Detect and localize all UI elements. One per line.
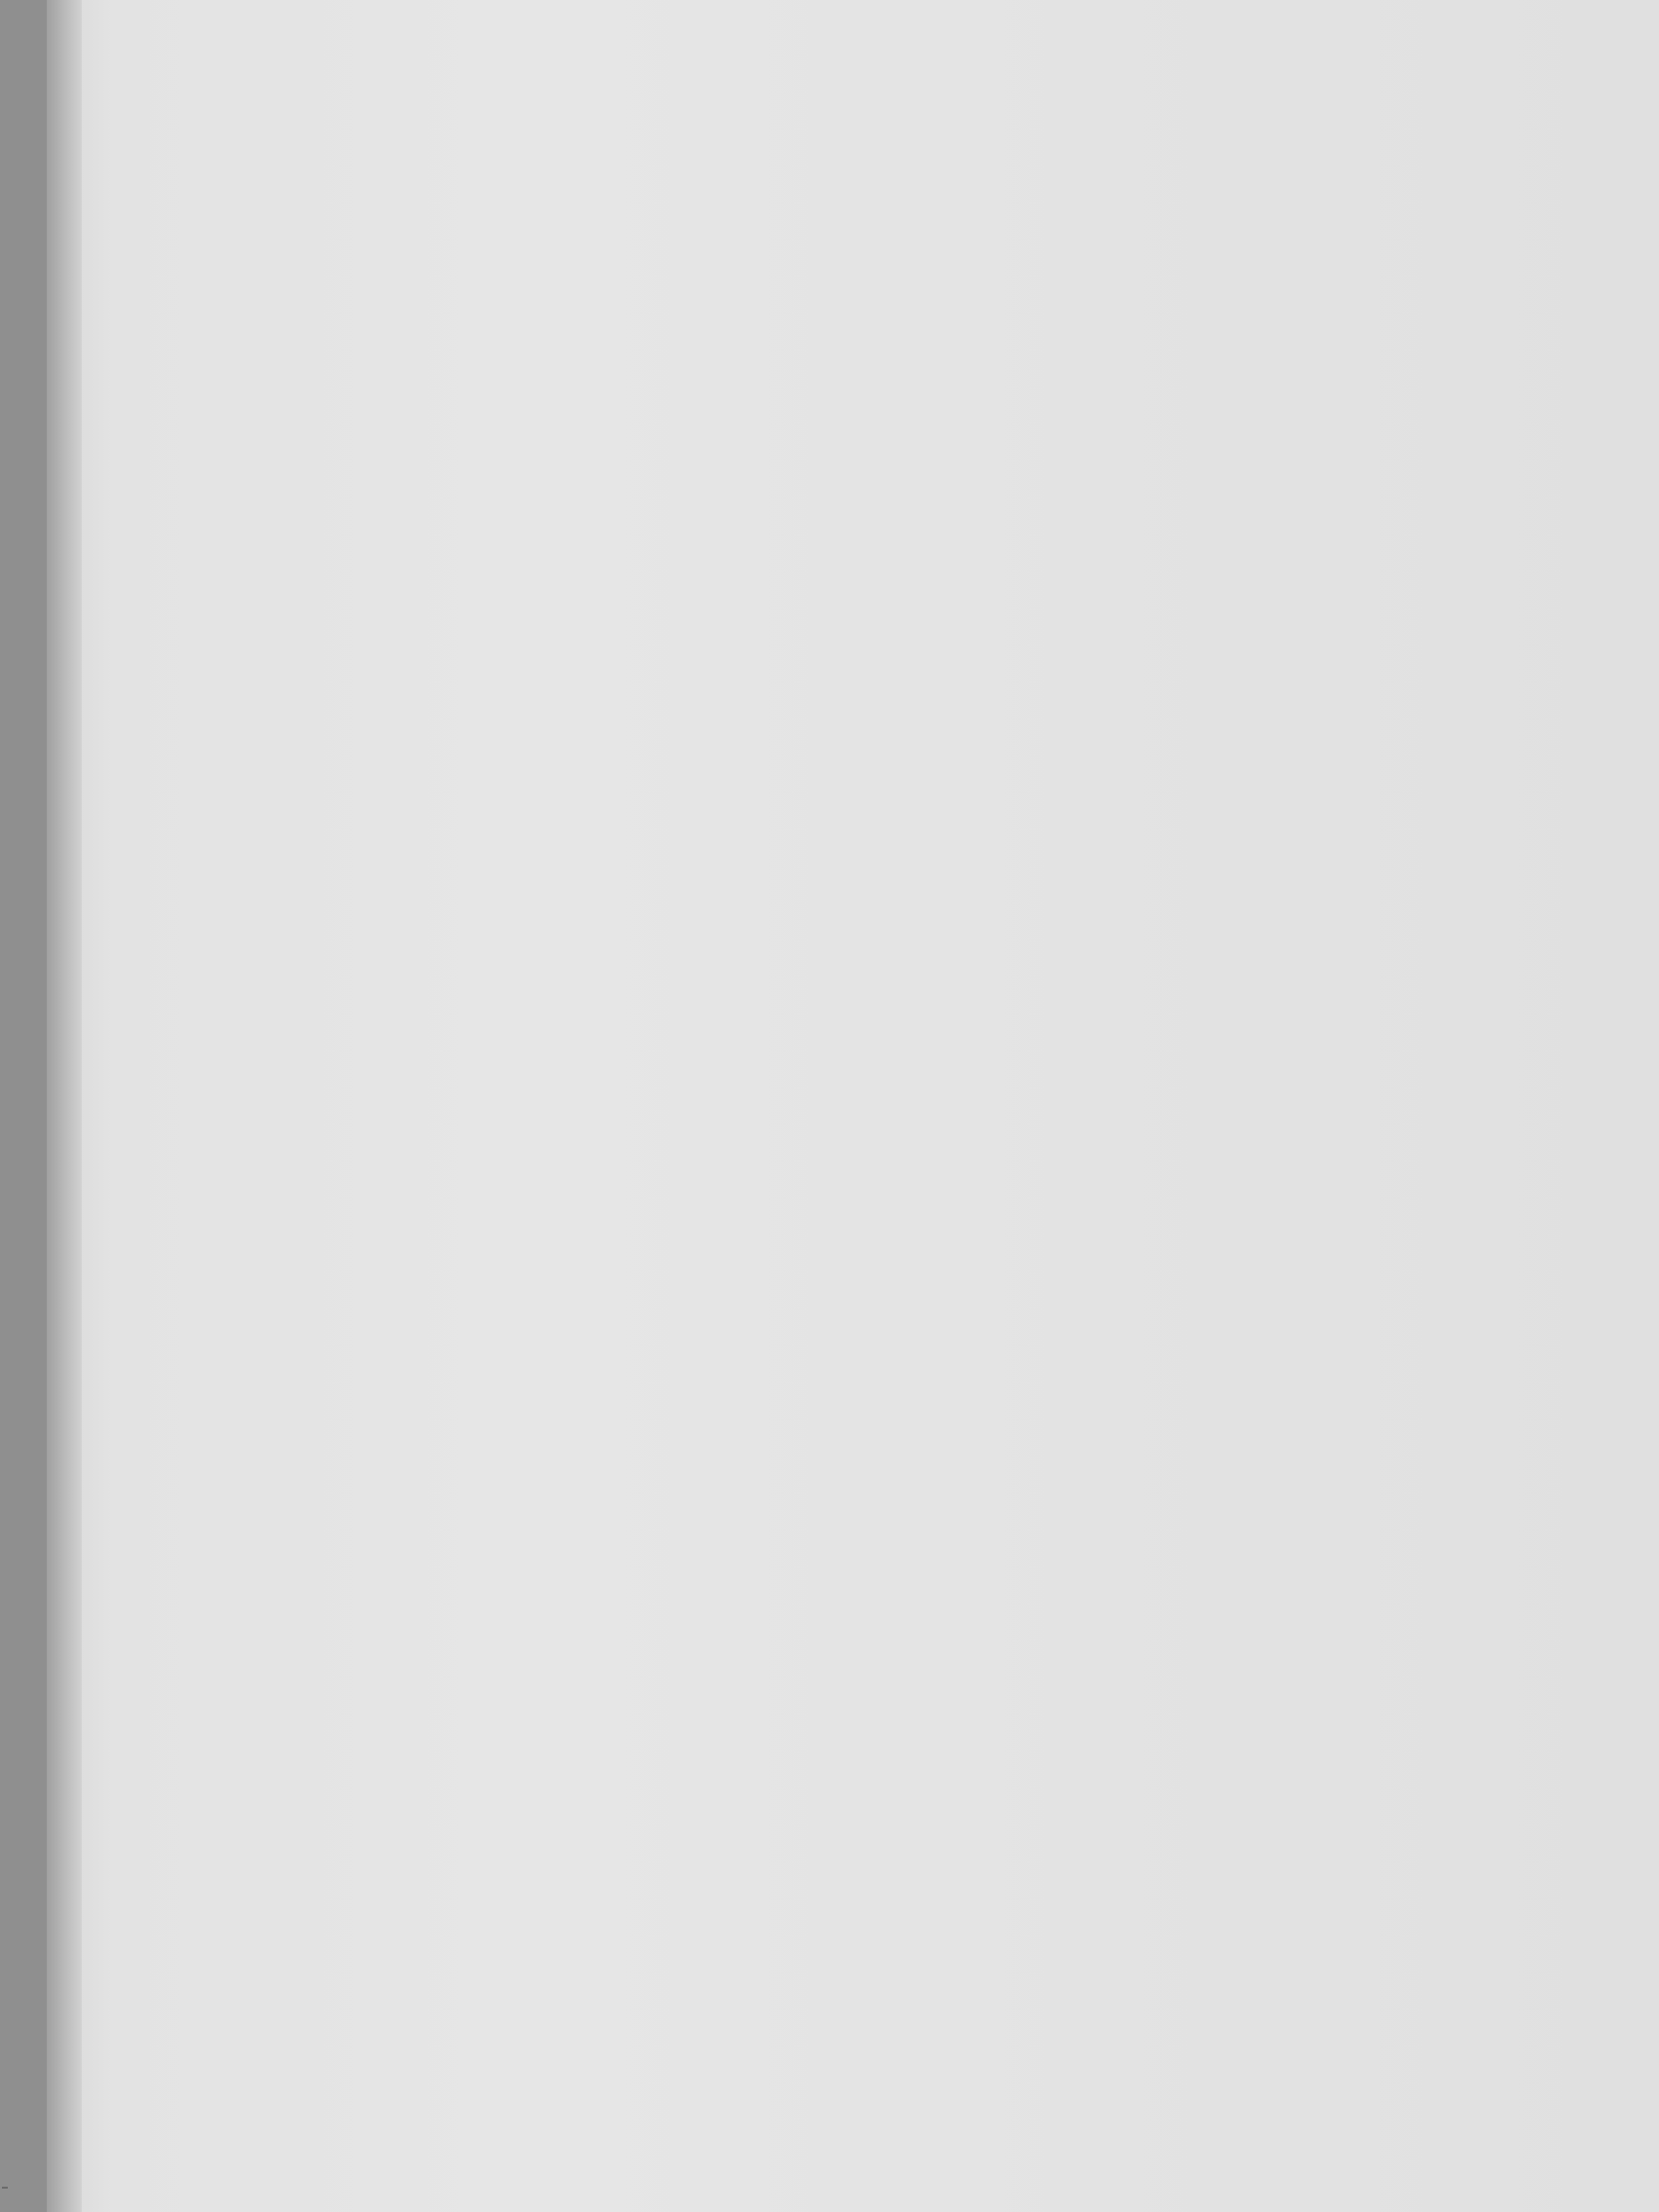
index-entry	[243, 1533, 294, 1571]
key-entry	[243, 1456, 294, 1493]
watermark	[2, 2187, 8, 2189]
